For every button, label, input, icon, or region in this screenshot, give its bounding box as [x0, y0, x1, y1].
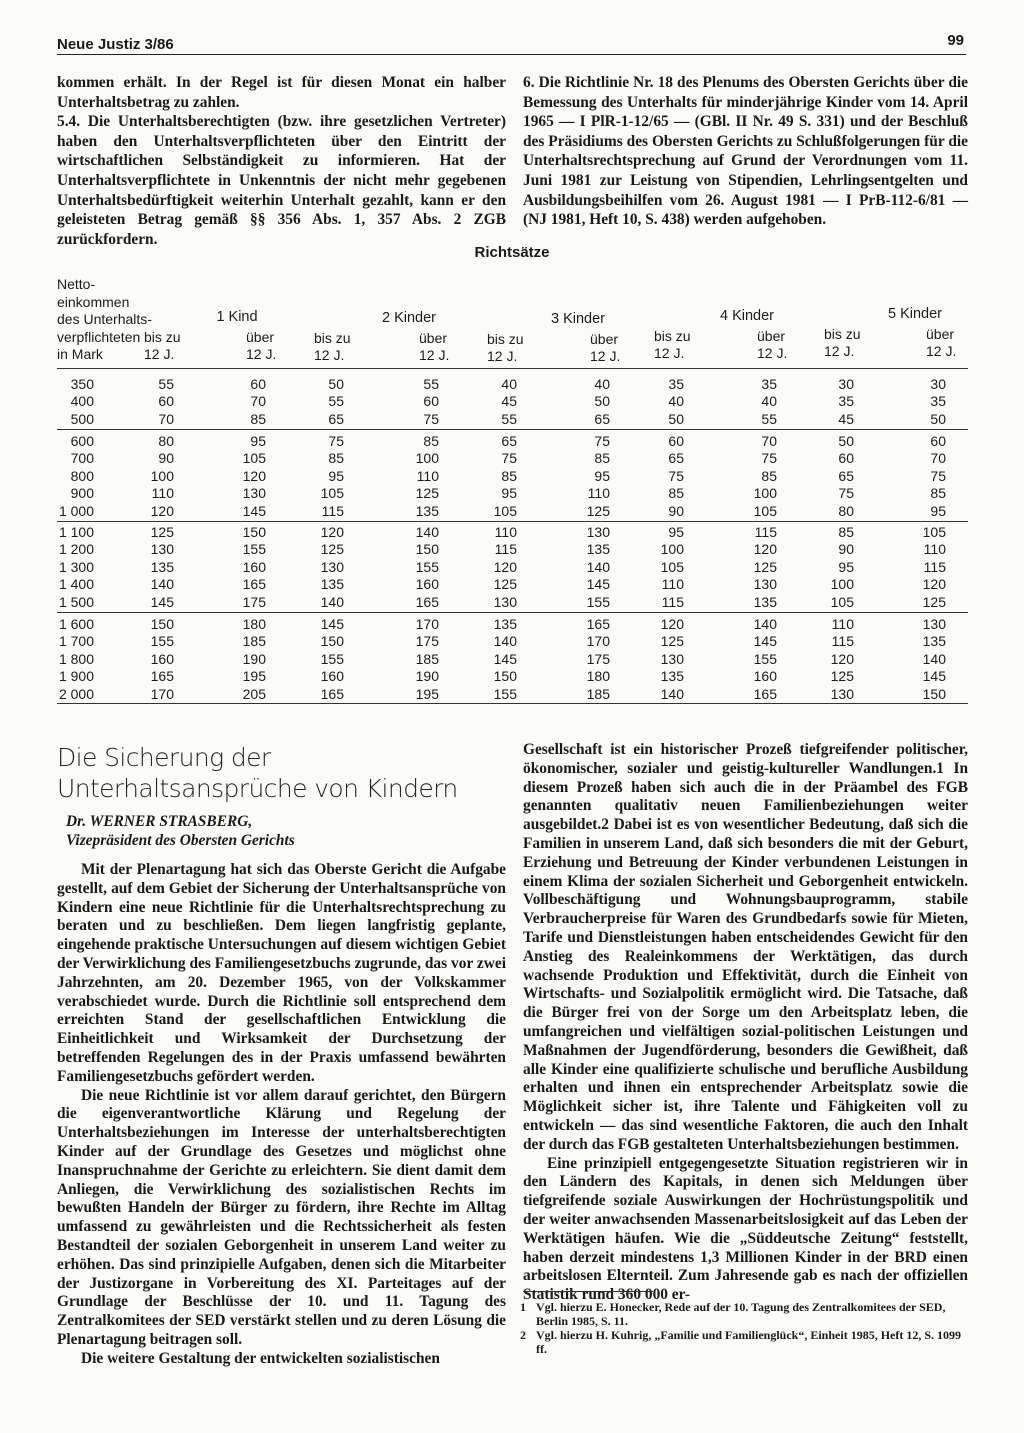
- income-cell: 1 400: [58, 576, 94, 593]
- author-block: [66, 812, 506, 850]
- group-header: 4 Kinder: [719, 308, 774, 324]
- table-cell: 55: [328, 393, 344, 410]
- income-cell: 2 000: [58, 685, 94, 702]
- table-cell: 110: [831, 616, 854, 632]
- group-header: 3 Kinder: [550, 311, 605, 327]
- table-cell: 140: [150, 576, 174, 593]
- table-cell: 55: [423, 376, 439, 392]
- table-cell: 55: [158, 376, 174, 392]
- table-cell: 155: [586, 593, 610, 610]
- table-cell: 205: [242, 685, 266, 702]
- table-cell: 185: [415, 650, 439, 667]
- income-cell: 1 500: [58, 593, 94, 610]
- table-cell: 130: [586, 524, 610, 540]
- income-cell: 600: [70, 433, 94, 449]
- table-cell: 105: [830, 593, 854, 610]
- table-cell: 120: [753, 541, 777, 558]
- table-cell: 40: [501, 376, 517, 392]
- table-cell: 155: [320, 650, 344, 667]
- footnote-1: 1 Vgl. hierzu E. Honecker, Rede auf der 10. Tagung des Zentralkomitees der SED, Berlin 1985, S. 11.: [520, 1300, 946, 1328]
- table-cell: 90: [668, 502, 684, 519]
- table-cell: 115: [661, 593, 684, 610]
- table-cell: 120: [320, 524, 344, 540]
- table-cell: 80: [158, 433, 174, 449]
- table-cell: 50: [930, 410, 946, 427]
- table-cell: 160: [415, 576, 439, 593]
- table-cell: 145: [320, 616, 344, 632]
- table-cell: 135: [320, 576, 344, 593]
- table-cell: 115: [494, 541, 517, 558]
- income-cell: 800: [70, 467, 94, 484]
- table-cell: 115: [754, 524, 777, 540]
- table-cell: 50: [328, 376, 344, 392]
- table-cell: 145: [753, 633, 777, 650]
- table-cell: 65: [668, 450, 684, 467]
- group-header: 5 Kinder: [887, 306, 942, 322]
- table-rule: [57, 612, 968, 613]
- table-cell: 40: [761, 393, 777, 410]
- table-cell: 135: [586, 541, 610, 558]
- table-cell: 115: [831, 633, 854, 650]
- table-cell: 90: [158, 450, 174, 467]
- table-cell: 55: [761, 410, 777, 427]
- table-cell: 155: [753, 650, 777, 667]
- table-cell: 30: [838, 376, 854, 392]
- table-cell: 100: [415, 450, 439, 467]
- subheader-over-12: über 12 J.: [926, 326, 957, 359]
- table-cell: 155: [150, 633, 174, 650]
- table-cell: 185: [586, 685, 610, 702]
- table-cell: 55: [501, 410, 517, 427]
- table-rule: [57, 429, 968, 430]
- table-cell: 95: [594, 467, 610, 484]
- table-cell: 135: [150, 558, 174, 575]
- paragraph: Die neue Richtlinie ist vor allem darauf gerichtet, den Bürgern die eigenverantwortliche Klärung und Regelung der Unterhaltsbeziehungen im Interesse der unterhaltsberechtigten Kinder auf der Grundlage des Gesetzes und möglichst ohne Inanspruchnahme der Gerichte zu erleichtern. Sie dient damit dem Anliegen, die Verwirklichung des sozialistischen Rechts im bewußten Handeln der Bürger zu fördern, ihre Rechte im Alltag umfassend zu gewährleisten und die Rechtssicherheit als festen Bestandteil der sozialen Geborgenheit in unserem Land weiter zu erhöhen. Das sind prinzipielle Aufgaben, denen sich die Mitarbeiter der Justizorgane in Vorbereitung des XI. Parteitages auf der Grundlage der Beschlüsse der 10. und 11. Tagung des Zentralkomitees der SED verstärkt stellen und zu deren Lösung die Plenartagung beitragen soll.: [57, 1086, 506, 1348]
- income-cell: 350: [70, 376, 94, 392]
- table-cell: 145: [150, 593, 174, 610]
- author-name: Dr. WERNER STRASBERG,: [66, 813, 253, 830]
- table-cell: 130: [660, 650, 684, 667]
- table-cell: 85: [594, 450, 610, 467]
- income-cell: 1 800: [58, 650, 94, 667]
- table-cell: 95: [668, 524, 684, 540]
- table-cell: 195: [415, 685, 439, 702]
- table-cell: 180: [586, 668, 610, 685]
- table-cell: 40: [668, 393, 684, 410]
- table-cell: 145: [242, 502, 266, 519]
- table-cell: 135: [493, 616, 517, 632]
- table-cell: 165: [242, 576, 266, 593]
- table-cell: 75: [838, 485, 854, 502]
- page-number: 99: [947, 32, 964, 49]
- table-cell: 110: [151, 485, 174, 502]
- table-cell: 125: [493, 576, 517, 593]
- table-cell: 105: [922, 524, 946, 540]
- table-cell: 165: [320, 685, 344, 702]
- table-cell: 60: [250, 376, 266, 392]
- income-cell: 500: [70, 410, 94, 427]
- table-cell: 100: [660, 541, 684, 558]
- table-cell: 150: [922, 685, 946, 702]
- table-cell: 130: [150, 541, 174, 558]
- income-cell: 400: [70, 393, 94, 410]
- page-header: [57, 32, 966, 55]
- table-cell: 85: [761, 467, 777, 484]
- paragraph-section-5-4: 5.4. Die Unterhaltsberechtigten (bzw. ihre gesetzlichen Vertreter) haben den Unterhaltsverpflichteten über den Eintritt der wirtschaftlichen Selbständigkeit zu informieren. Hat der Unterhaltsverpflichtete in Unkenntnis der nicht mehr gegebenen Unterhaltsbedürftigkeit weiterhin Unterhalt gezahlt, kann er den geleisteten Betrag gemäß §§ 356 Abs. 1, 357 Abs. 2 ZGB zurückfordern.: [57, 113, 506, 248]
- table-cell: 105: [660, 558, 684, 575]
- income-column-header: Netto- einkommen des Unterhalts- verpflichteten in Mark: [57, 276, 152, 362]
- table-cell: 150: [242, 524, 266, 540]
- author-role: Vizepräsident des Obersten Gerichts: [66, 832, 295, 849]
- table-cell: 65: [838, 467, 854, 484]
- paragraph: Eine prinzipiell entgegengesetzte Situation registrieren wir in den Ländern des Kapitals, in denen sich Meldungen über tiefgreifende soziale Auswirkungen der Hochrüstungspolitik und der weiter anwachsenden Massenarbeitslosigkeit auf das Leben der Werktätigen häufen. Wie die „Süddeutsche Zeitung“ feststellt, haben derzeit mindestens 1,3 Millionen Kinder in der BRD einen arbeitslosen Elternteil. Zum Jahresende gab es nach der offiziellen Statistik rund 360 000 er-: [523, 1154, 968, 1304]
- table-cell: 110: [587, 485, 610, 502]
- table-cell: 130: [922, 616, 946, 632]
- table-cell: 80: [838, 502, 854, 519]
- table-cell: 150: [493, 668, 517, 685]
- table-cell: 190: [415, 668, 439, 685]
- table-cell: 165: [586, 616, 610, 632]
- table-cell: 65: [594, 410, 610, 427]
- table-cell: 70: [158, 410, 174, 427]
- table-cell: 70: [250, 393, 266, 410]
- table-cell: 85: [838, 524, 854, 540]
- article-right-column: [523, 741, 968, 1305]
- table-cell: 150: [320, 633, 344, 650]
- table-cell: 155: [493, 685, 517, 702]
- table-cell: 50: [838, 433, 854, 449]
- table-cell: 145: [493, 650, 517, 667]
- table-cell: 165: [415, 593, 439, 610]
- table-rule: [57, 703, 968, 704]
- table-cell: 110: [923, 541, 946, 558]
- table-cell: 95: [930, 502, 946, 519]
- table-cell: 175: [242, 593, 266, 610]
- table-cell: 160: [320, 668, 344, 685]
- table-cell: 185: [242, 633, 266, 650]
- top-right-column: [523, 73, 968, 230]
- table-cell: 175: [586, 650, 610, 667]
- income-cell: 1 900: [58, 668, 94, 685]
- table-cell: 35: [930, 393, 946, 410]
- table-cell: 45: [501, 393, 517, 410]
- table-cell: 150: [415, 541, 439, 558]
- table-cell: 35: [668, 376, 684, 392]
- paragraph: Die weitere Gestaltung der entwickelten sozialistischen: [81, 1349, 440, 1367]
- footnote-2: 2 Vgl. hierzu H. Kuhrig, „Familie und Familienglück“, Einheit 1985, Heft 12, S. 1099 ff.: [520, 1328, 962, 1356]
- table-cell: 135: [753, 593, 777, 610]
- table-cell: 120: [150, 502, 174, 519]
- table-cell: 135: [922, 633, 946, 650]
- table-cell: 140: [586, 558, 610, 575]
- table-cell: 85: [501, 467, 517, 484]
- table-cell: 130: [320, 558, 344, 575]
- table-cell: 120: [830, 650, 854, 667]
- table-cell: 195: [242, 668, 266, 685]
- table-cell: 60: [838, 450, 854, 467]
- table-cell: 60: [668, 433, 684, 449]
- table-cell: 140: [753, 616, 777, 632]
- subheader-over-12: über 12 J.: [246, 329, 277, 362]
- table-cell: 140: [493, 633, 517, 650]
- income-cell: 700: [70, 450, 94, 467]
- table-cell: 110: [494, 524, 517, 540]
- income-cell: 1 700: [58, 633, 94, 650]
- journal-title: Neue Justiz 3/86: [57, 36, 174, 53]
- table-cell: 50: [594, 393, 610, 410]
- table-cell: 75: [930, 467, 946, 484]
- income-cell: 1 000: [58, 502, 94, 519]
- table-cell: 135: [660, 668, 684, 685]
- table-cell: 170: [415, 616, 439, 632]
- table-cell: 125: [922, 593, 946, 610]
- table-cell: 85: [250, 410, 266, 427]
- table-cell: 140: [415, 524, 439, 540]
- table-cell: 105: [493, 502, 517, 519]
- table-cell: 160: [150, 650, 174, 667]
- table-cell: 125: [320, 541, 344, 558]
- paragraph-section-6: 6. Die Richtlinie Nr. 18 des Plenums des Obersten Gerichts über die Bemessung des Unterhalts für minderjährige Kinder vom 14. April 1965 — I PlR-1-12/65 — (GBl. II Nr. 49 S. 331) und der Beschluß des Präsidiums des Obersten Gerichts zu Schlußfolgerungen für die Unterhaltsrechtsprechung auf Grund der Verordnungen vom 11. Juni 1981 zur Leistung von Stipendien, Lehrlingsentgelten und Ausbildungsbeihilfen vom 26. August 1981 — I PrB-112-6/81 — (NJ 1981, Heft 10, S. 438) werden aufgehoben.: [523, 74, 968, 229]
- table-cell: 85: [423, 433, 439, 449]
- table-cell: 140: [922, 650, 946, 667]
- income-cell: 1 200: [58, 541, 94, 558]
- table-cell: 100: [753, 485, 777, 502]
- table-cell: 95: [250, 433, 266, 449]
- table-cell: 120: [660, 616, 684, 632]
- table-cell: 35: [838, 393, 854, 410]
- table-cell: 165: [753, 685, 777, 702]
- table-cell: 60: [930, 433, 946, 449]
- table-cell: 90: [838, 541, 854, 558]
- table-cell: 40: [594, 376, 610, 392]
- table-cell: 130: [830, 685, 854, 702]
- subheader-up-to-12: bis zu 12 J.: [144, 329, 181, 362]
- table-cell: 130: [753, 576, 777, 593]
- table-rule: [57, 521, 968, 522]
- table-cell: 100: [830, 576, 854, 593]
- table-cell: 135: [415, 502, 439, 519]
- table-cell: 175: [415, 633, 439, 650]
- group-header: 1 Kind: [216, 309, 258, 325]
- table-cell: 165: [150, 668, 174, 685]
- table-cell: 130: [493, 593, 517, 610]
- table-cell: 85: [328, 450, 344, 467]
- income-cell: 1 300: [58, 558, 94, 575]
- table-cell: 125: [830, 668, 854, 685]
- table-cell: 140: [320, 593, 344, 610]
- article-title: Die Sicherung der Unterhaltsansprüche von Kindern: [57, 743, 458, 803]
- subheader-over-12: über 12 J.: [590, 331, 621, 364]
- income-cell: 1 100: [58, 524, 94, 540]
- table-cell: 110: [661, 576, 684, 593]
- paragraph: kommen erhält. In der Regel ist für diesen Monat ein halber Unterhaltsbetrag zu zahlen.: [57, 74, 506, 111]
- table-cell: 95: [838, 558, 854, 575]
- table-cell: 155: [242, 541, 266, 558]
- footnote-rule: [523, 1291, 653, 1292]
- table-cell: 95: [501, 485, 517, 502]
- table-cell: 85: [668, 485, 684, 502]
- table-cell: 190: [242, 650, 266, 667]
- table-cell: 35: [761, 376, 777, 392]
- paragraph: Gesellschaft ist ein historischer Prozeß tiefgreifender politischer, ökonomischer, sozialer und geistig-kultureller Wandlungen.1 In diesem Prozeß haben sich auch die in der Präambel des FGB genannten qualitativ neuen Familienbeziehungen weiter ausgebildet.2 Dabei ist es von wesentlicher Bedeutung, daß sich die Familien in unserem Land, daß sich besonders die mit der Geburt, Erziehung und Betreuung der Kinder verbundenen Leistungen in einem Klima der sozialen Sicherheit und Geborgenheit entwickeln. Vollbeschäftigung und Wohnungsbauprogramm, stabile Verbraucherpreise für Waren des Grundbedarfs sowie für Mieten, Tarife und Dienstleistungen haben entscheidendes Gewicht für den Anstieg des Realeinkommens der Werktätigen, das durch wachsende Produktion und Effektivität, durch die Einheit von Wirtschafts- und Sozialpolitik ermöglicht wird. Die Tatsache, daß die Bürger frei von der Sorge um den Arbeitsplatz leben, die umfangreichen und vielfältigen sozial-politischen Leistungen und Maßnahmen der Jugendförderung, besonders die Gewißheit, daß alle Kinder eine qualifizierte schulische und berufliche Ausbildung erhalten und ihnen ein entsprechender Arbeitsplatz sowie die Möglichkeit sicher ist, ihre Talente und Fähigkeiten voll zu entwickeln — das sind wesentliche Faktoren, die auch den Inhalt der durch das FGB gestalteten Unterhaltsbeziehungen bestimmen.: [523, 741, 968, 1153]
- group-header: 2 Kinder: [381, 310, 436, 326]
- table-cell: 75: [668, 467, 684, 484]
- subheader-up-to-12: bis zu 12 J.: [314, 330, 351, 363]
- table-cell: 70: [930, 450, 946, 467]
- table-cell: 115: [321, 502, 344, 519]
- table-cell: 110: [416, 467, 439, 484]
- table-cell: 150: [150, 616, 174, 632]
- subheader-up-to-12: bis zu 12 J.: [654, 328, 691, 361]
- table-cell: 50: [668, 410, 684, 427]
- table-cell: 75: [423, 410, 439, 427]
- subheader-up-to-12: bis zu 12 J.: [824, 326, 861, 359]
- table-cell: 105: [242, 450, 266, 467]
- table-cell: 125: [150, 524, 174, 540]
- table-cell: 75: [594, 433, 610, 449]
- table-cell: 125: [586, 502, 610, 519]
- table-cell: 45: [838, 410, 854, 427]
- table-rule: [57, 368, 968, 369]
- table-cell: 125: [415, 485, 439, 502]
- table-cell: 30: [930, 376, 946, 392]
- table-cell: 65: [328, 410, 344, 427]
- table-cell: 120: [242, 467, 266, 484]
- table-cell: 155: [415, 558, 439, 575]
- table-cell: 145: [586, 576, 610, 593]
- subheader-over-12: über 12 J.: [419, 330, 450, 363]
- table-cell: 105: [753, 502, 777, 519]
- table-cell: 60: [423, 393, 439, 410]
- top-left-column: [57, 73, 506, 249]
- table-cell: 120: [493, 558, 517, 575]
- subheader-up-to-12: bis zu 12 J.: [487, 331, 524, 364]
- paragraph: Mit der Plenartagung hat sich das Oberste Gericht die Aufgabe gestellt, auf dem Gebiet der Sicherung der Unterhaltsansprüche von Kindern eine neue Richtlinie für die Unterhaltsrechtsprechung zu beraten und zu beschließen. Dem liegen langfristig geplante, eingehende praktische Untersuchungen auf diesem wichtigen Gebiet der Verwirklichung des Familiengesetzbuchs zugrunde, das vor zwei Jahrzehnten, am 20. Dezember 1965, von der Volkskammer verabschiedet wurde. Durch die Richtlinie soll entsprechend dem erreichten Stand der gesellschaftlichen Entwicklung die Einheitlichkeit und Wirksamkeit der Durchsetzung der betreffenden Regelungen des in der Praxis umfassend bewährten Familiengesetzbuchs gefördert werden.: [57, 861, 506, 1085]
- table-cell: 65: [501, 433, 517, 449]
- table-cell: 170: [150, 685, 174, 702]
- table-cell: 140: [660, 685, 684, 702]
- income-cell: 1 600: [58, 616, 94, 632]
- table-cell: 130: [242, 485, 266, 502]
- table-cell: 180: [242, 616, 266, 632]
- income-cell: 900: [70, 485, 94, 502]
- table-cell: 105: [320, 485, 344, 502]
- table-cell: 100: [150, 467, 174, 484]
- table-cell: 125: [660, 633, 684, 650]
- table-cell: 115: [923, 558, 946, 575]
- table-cell: 125: [753, 558, 777, 575]
- article-left-column: [57, 861, 506, 1369]
- table-cell: 85: [930, 485, 946, 502]
- table-cell: 145: [922, 668, 946, 685]
- table-cell: 75: [761, 450, 777, 467]
- table-cell: 160: [753, 668, 777, 685]
- table-cell: 170: [586, 633, 610, 650]
- subheader-over-12: über 12 J.: [757, 328, 788, 361]
- table-cell: 75: [328, 433, 344, 449]
- table-cell: 70: [761, 433, 777, 449]
- table-cell: 60: [158, 393, 174, 410]
- table-cell: 95: [328, 467, 344, 484]
- table-title: Richtsätze: [474, 244, 550, 261]
- table-cell: 120: [922, 576, 946, 593]
- table-cell: 160: [242, 558, 266, 575]
- table-cell: 75: [501, 450, 517, 467]
